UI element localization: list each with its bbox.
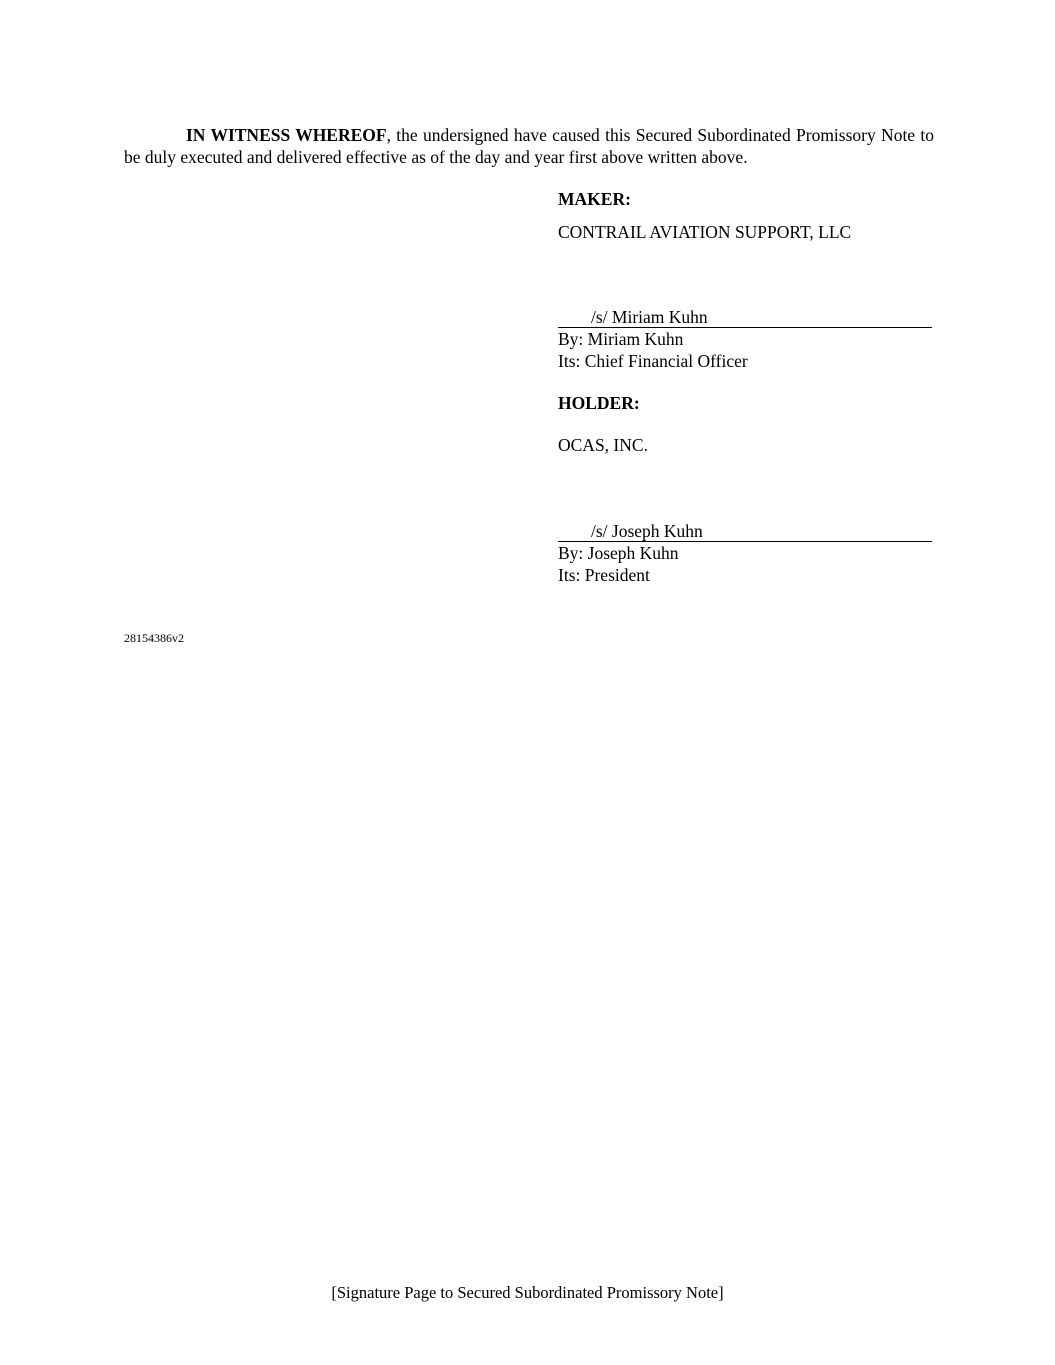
maker-company: CONTRAIL AVIATION SUPPORT, LLC — [558, 222, 852, 242]
maker-signature-line — [558, 306, 932, 328]
page-footer: [Signature Page to Secured Subordinated Promissory Note] — [331, 1283, 724, 1302]
document-id: 28154386v2 — [124, 631, 184, 645]
holder-company: OCAS, INC. — [558, 435, 648, 455]
maker-signature-block — [558, 306, 932, 372]
witness-lead: IN WITNESS WHEREOF — [186, 125, 387, 145]
holder-signature-block — [558, 520, 932, 586]
witness-paragraph — [124, 124, 934, 168]
witness-text: , the undersigned have caused this Secured Subordinated Promissory Note to be duly executed and delivered effective as of the day and year first above written above. — [124, 125, 934, 167]
holder-signer-name: By: Joseph Kuhn — [558, 543, 679, 563]
holder-signature: /s/ Joseph Kuhn — [591, 521, 703, 541]
holder-label: HOLDER: — [558, 393, 640, 413]
maker-signer-title: Its: Chief Financial Officer — [558, 351, 748, 371]
holder-signer-title: Its: President — [558, 565, 650, 585]
maker-signer-name: By: Miriam Kuhn — [558, 329, 684, 349]
maker-signature: /s/ Miriam Kuhn — [591, 307, 708, 327]
holder-signature-line — [558, 520, 932, 542]
maker-label: MAKER: — [558, 189, 631, 209]
